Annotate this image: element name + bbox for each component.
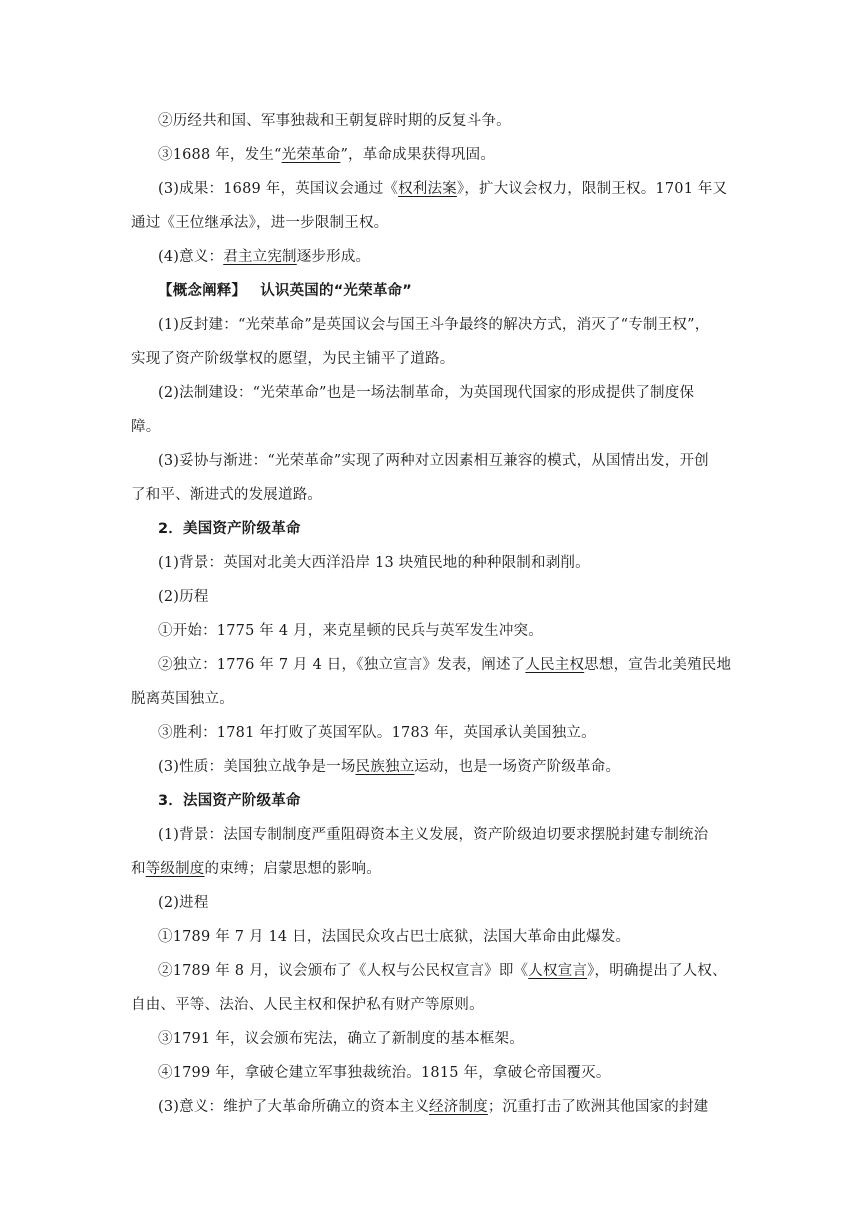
underlined-term: 君主立宪制 xyxy=(223,249,297,265)
text-line: ①开始：1775 年 4 月，来克星顿的民兵与英军发生冲突。 xyxy=(158,623,543,639)
underlined-term: 权利法案 xyxy=(398,181,457,197)
text-line: (1)反封建：“光荣革命”是英国议会与国王斗争最终的解决方式，消灭了“专制王权”， xyxy=(158,317,710,333)
text-line: (3)意义：维护了大革命所确立的资本主义经济制度；沉重打击了欧洲其他国家的封建 xyxy=(158,1099,709,1115)
text-line: (2)历程 xyxy=(158,589,209,605)
section-heading: 2．美国资产阶级革命 xyxy=(158,521,301,537)
text-line: (2)进程 xyxy=(158,895,209,911)
text-line: 实现了资产阶级掌权的愿望，为民主铺平了道路。 xyxy=(131,351,455,367)
text-line: (3)性质：美国独立战争是一场民族独立运动，也是一场资产阶级革命。 xyxy=(158,759,621,775)
underlined-term: 经济制度 xyxy=(429,1099,488,1115)
text-line: (2)法制建设：“光荣革命”也是一场法制革命，为英国现代国家的形成提供了制度保 xyxy=(158,385,695,401)
text-line: ②独立：1776 年 7 月 4 日，《独立宣言》发表，阐述了人民主权思想，宣告北美殖民地 xyxy=(158,657,732,673)
underlined-term: 人权宣言 xyxy=(528,963,588,979)
text-line: 和等级制度的束缚；启蒙思想的影响。 xyxy=(131,861,381,877)
text-line: ①1789 年 7 月 14 日，法国民众攻占巴士底狱，法国大革命由此爆发。 xyxy=(158,929,631,945)
underlined-term: 民族独立 xyxy=(355,759,415,775)
text-line: 了和平、渐进式的发展道路。 xyxy=(131,487,323,503)
text-line: 障。 xyxy=(131,419,161,435)
text-line: ②1789 年 8 月，议会颁布了《人权与公民权宣言》即《人权宣言》，明确提出了人权、 xyxy=(158,963,727,979)
underlined-term: 人民主权 xyxy=(525,657,585,673)
section-heading: 3．法国资产阶级革命 xyxy=(158,793,301,809)
text-line: (3)妥协与渐进：“光荣革命”实现了两种对立因素相互兼容的模式，从国情出发，开创 xyxy=(158,453,709,469)
text-line: (1)背景：法国专制制度严重阻碍资本主义发展，资产阶级迫切要求摆脱封建专制统治 xyxy=(158,827,709,843)
concept-heading: 【概念阐释】 认识英国的“光荣革命” xyxy=(158,283,412,299)
text-line: (1)背景：英国对北美大西洋沿岸 13 块殖民地的种种限制和剥削。 xyxy=(158,555,590,571)
text-line: (3)成果：1689 年，英国议会通过《权利法案》，扩大议会权力，限制王权。1701 年又 xyxy=(158,181,728,197)
underlined-term: 光荣革命 xyxy=(281,147,341,163)
underlined-term: 等级制度 xyxy=(145,861,205,877)
text-line: ③1791 年，议会颁布宪法，确立了新制度的基本框架。 xyxy=(158,1031,524,1047)
text-line: 通过《王位继承法》，进一步限制王权。 xyxy=(131,215,389,231)
text-line: ④1799 年，拿破仑建立军事独裁统治。1815 年，拿破仑帝国覆灭。 xyxy=(158,1065,611,1081)
text-line: 脱离英国独立。 xyxy=(131,691,234,707)
text-line: ③胜利：1781 年打败了英国军队。1783 年，英国承认美国独立。 xyxy=(158,725,596,741)
text-line: ③1688 年，发生“光荣革命”，革命成果获得巩固。 xyxy=(158,147,496,163)
text-line: ②历经共和国、军事独裁和王朝复辟时期的反复斗争。 xyxy=(158,113,511,129)
text-line: (4)意义：君主立宪制逐步形成。 xyxy=(158,249,371,265)
text-line: 自由、平等、法治、人民主权和保护私有财产等原则。 xyxy=(131,997,484,1013)
